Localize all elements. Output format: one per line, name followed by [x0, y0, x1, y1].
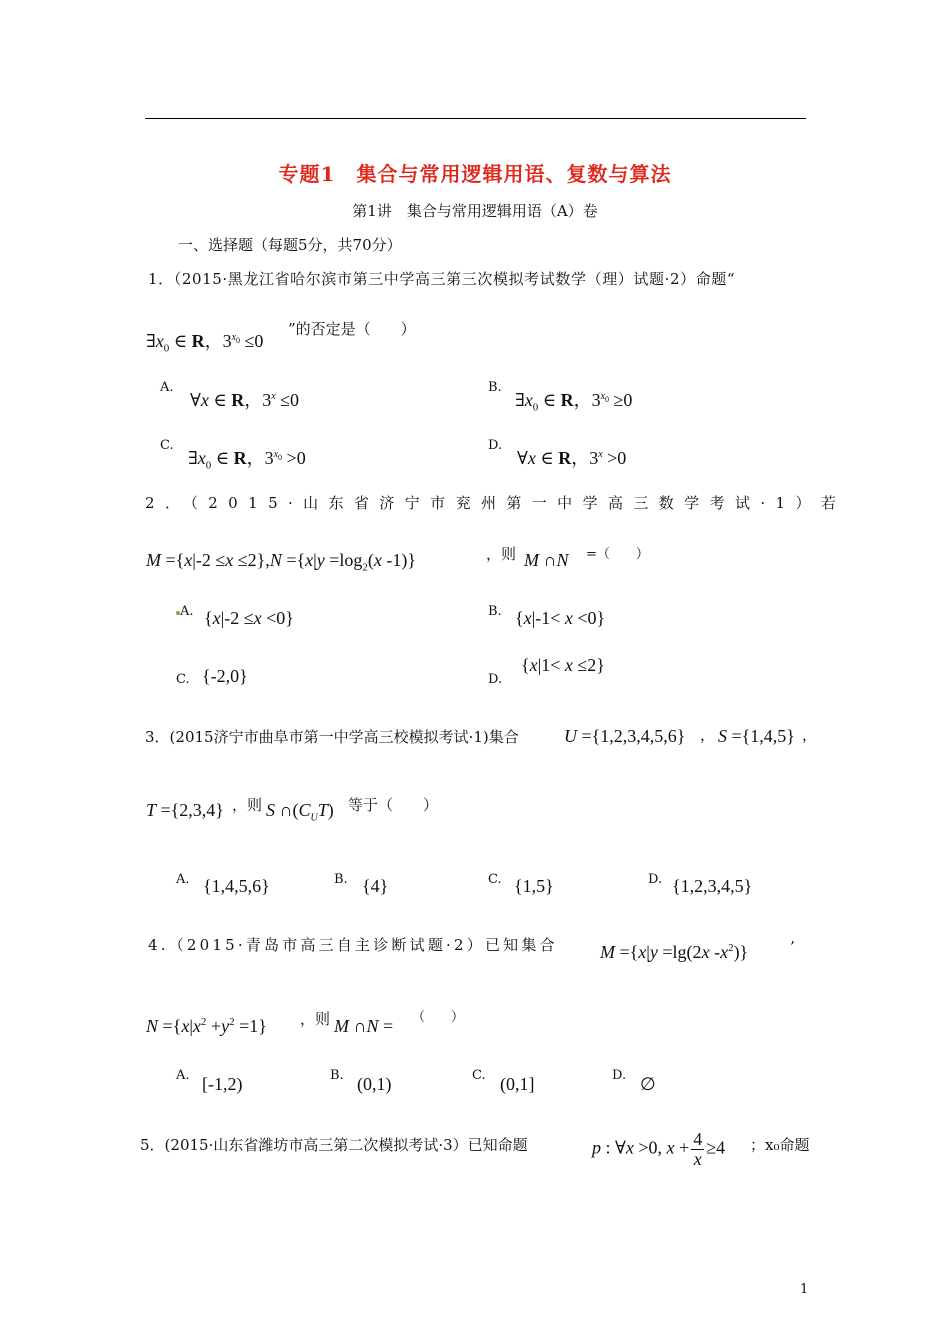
q1-stem: 1．（2015·黑龙江省哈尔滨市第三中学高三第三次模拟考试数学（理）试题·2）命题“: [148, 270, 736, 288]
q4-option-d: ∅: [640, 1074, 656, 1094]
q3-set-t: T ={2,3,4}: [146, 800, 224, 820]
page-title: 专题1 集合与常用逻辑用语、复数与算法: [278, 162, 672, 186]
q1-tail: ”的否定是（ ）: [288, 320, 416, 338]
q3-comma-1: ，: [700, 726, 716, 744]
q3-set-s: S ={1,4,5}: [718, 726, 795, 746]
q3-option-d: {1,2,3,4,5}: [672, 876, 753, 896]
q4-option-b: (0,1): [357, 1074, 392, 1094]
q3-mid: ，则: [232, 796, 263, 814]
q4-comma: ’: [790, 938, 795, 956]
q5-tail: ；x₀命题: [750, 1136, 810, 1154]
q1-option-b: $\exists x_0$ ∈ R，$3^{x_0} \ge 0$: [515, 390, 633, 414]
q2-expression-intersection: M ∩N: [524, 550, 569, 570]
q4-tail: （ ）: [412, 1010, 465, 1025]
q4-stem: 4.（2015·青岛市高三自主诊断试题·2）已知集合: [148, 936, 558, 954]
q2-option-d: {x|1< x ≤2}: [521, 655, 605, 675]
q5-expression: p : ∀x >0, x + $\frac{4}{x}$ ≥4: [592, 1129, 726, 1169]
q3-option-c: {1,5}: [514, 876, 554, 896]
q3-set-u: U ={1,2,3,4,5,6}: [564, 726, 686, 746]
section-heading: 一、选择题（每题5分，共70分）: [178, 236, 402, 254]
q3-option-b: {4}: [362, 876, 389, 896]
q1-option-d: ∀x ∈ R，$3^x >0$: [517, 448, 627, 468]
q4-option-a-label: A.: [176, 1068, 190, 1083]
q4-set-m: M ={x|y =lg(2x $-x^2$)}: [600, 942, 749, 962]
q2-tail: =（ ）: [586, 547, 649, 562]
q4-mid: ，则: [300, 1010, 331, 1028]
q3-expression: S $\cap(C_UT)$: [266, 800, 334, 824]
q4-set-n: $N =\{x|x^2 +y^2 =1\}$: [146, 1016, 267, 1036]
q3-stem: 3．(2015济宁市曲阜市第一中学高三校模拟考试·1)集合: [145, 728, 519, 746]
q4-option-d-label: D.: [612, 1068, 627, 1083]
q1-option-a: ∀x ∈ R，$3^x \le 0$: [190, 390, 300, 410]
q3-option-a: {1,4,5,6}: [203, 876, 270, 896]
q2-option-a: {x|-2 ≤x <0}: [204, 608, 294, 628]
q3-tail: 等于（ ）: [348, 796, 439, 814]
q1-expression: $\exists x_0$ ∈ R，$3^{x_0} \le 0$: [146, 331, 264, 355]
q3-comma-2: ，: [802, 726, 818, 744]
q2-option-d-label: D.: [488, 672, 503, 687]
q1-option-b-label: B.: [488, 380, 502, 395]
q2-option-b: {x|-1< x <0}: [515, 608, 606, 628]
q1-option-c-label: C.: [160, 438, 174, 453]
q4-option-b-label: B.: [330, 1068, 344, 1083]
q4-option-c: (0,1]: [500, 1074, 535, 1094]
q2-tail-pre: ，则: [486, 545, 517, 563]
q2-stem: 2．（2015·山东省济宁市兖州第一中学高三数学考试·1）若: [145, 494, 847, 512]
q1-option-d-label: D.: [488, 438, 503, 453]
q1-option-a-label: A.: [160, 380, 174, 395]
q4-expression: M ∩N =: [334, 1016, 394, 1036]
q2-option-b-label: B.: [488, 604, 502, 619]
q3-option-b-label: B.: [334, 872, 348, 887]
q2-option-a-label: A.: [180, 604, 194, 619]
q5-stem: 5．(2015·山东省潍坊市高三第二次模拟考试·3）已知命题: [140, 1136, 528, 1154]
lecture-subtitle: 第1讲 集合与常用逻辑用语（A）卷: [352, 202, 598, 220]
q1-option-c: $\exists x_0$ ∈ R，$3^{x_0} >0$: [188, 448, 306, 472]
q4-option-c-label: C.: [472, 1068, 486, 1083]
q3-option-a-label: A.: [176, 872, 190, 887]
q2-option-c: {-2,0}: [202, 666, 248, 686]
header-rule: [145, 118, 806, 119]
q3-option-c-label: C.: [488, 872, 502, 887]
q3-option-d-label: D.: [648, 872, 663, 887]
q2-option-c-label: C.: [176, 672, 190, 687]
q2-expression: $M =\{x|-2 \le x \le 2\},N =\{x|y =\log_2(x$ -1)}: [146, 550, 417, 574]
q4-option-a: [-1,2): [202, 1074, 243, 1094]
page-number: 1: [800, 1282, 809, 1297]
